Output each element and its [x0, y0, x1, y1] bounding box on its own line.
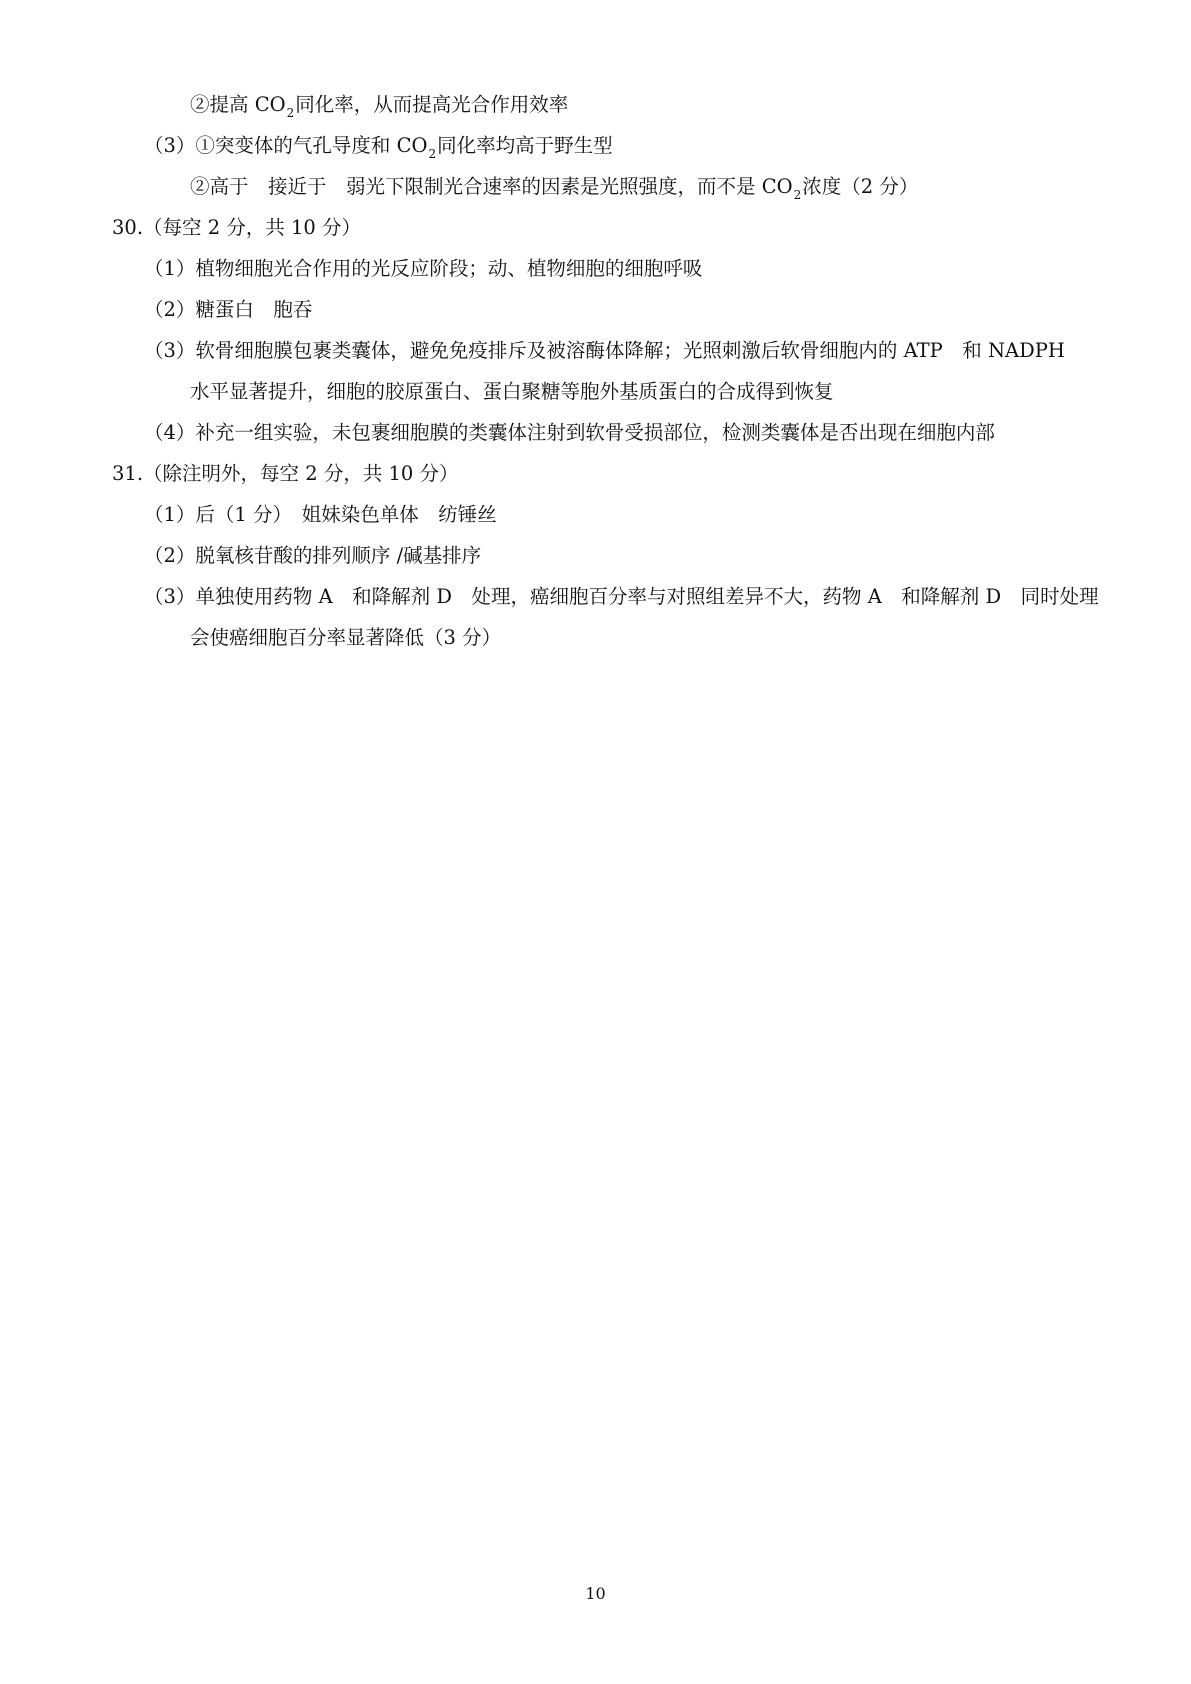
- answer-31-2: （2）脱氧核苷酸的排列顺序 /碱基排序: [144, 544, 482, 567]
- answer-line-29-3-part2: ②高于 接近于 弱光下限制光合速率的因素是光照强度，而不是 $CO_2$浓度（2 分）: [190, 175, 919, 202]
- question-31-header: 31.（除注明外，每空 2 分，共 10 分）: [112, 462, 459, 485]
- answer-line-29-2-part2: ②提高 $CO_2$同化率，从而提高光合作用效率: [190, 93, 569, 120]
- answer-31-1: （1）后（1 分） 姐妹染色单体 纺锤丝: [144, 503, 497, 526]
- page-number: 10: [585, 1584, 606, 1603]
- answer-31-3-line1: （3）单独使用药物 A 和降解剂 D 处理，癌细胞百分率与对照组差异不大，药物 A 和降解剂 D 同时处理: [144, 585, 1099, 608]
- answer-30-2: （2）糖蛋白 胞吞: [144, 298, 313, 321]
- answer-30-1: （1）植物细胞光合作用的光反应阶段；动、植物细胞的细胞呼吸: [144, 257, 703, 280]
- answer-31-3-line2: 会使癌细胞百分率显著降低（3 分）: [190, 626, 502, 649]
- answer-30-4: （4）补充一组实验，未包裹细胞膜的类囊体注射到软骨受损部位，检测类囊体是否出现在细胞内部: [144, 421, 995, 444]
- answer-30-3-line2: 水平显著提升，细胞的胶原蛋白、蛋白聚糖等胞外基质蛋白的合成得到恢复: [190, 380, 834, 403]
- question-30-header: 30.（每空 2 分，共 10 分）: [112, 216, 362, 239]
- answer-30-3-line1: （3）软骨细胞膜包裹类囊体，避免免疫排斥及被溶酶体降解；光照刺激后软骨细胞内的 ATP 和 NADPH: [144, 339, 1065, 362]
- answer-line-29-3-part1: （3）①突变体的气孔导度和 $CO_2$同化率均高于野生型: [144, 134, 613, 161]
